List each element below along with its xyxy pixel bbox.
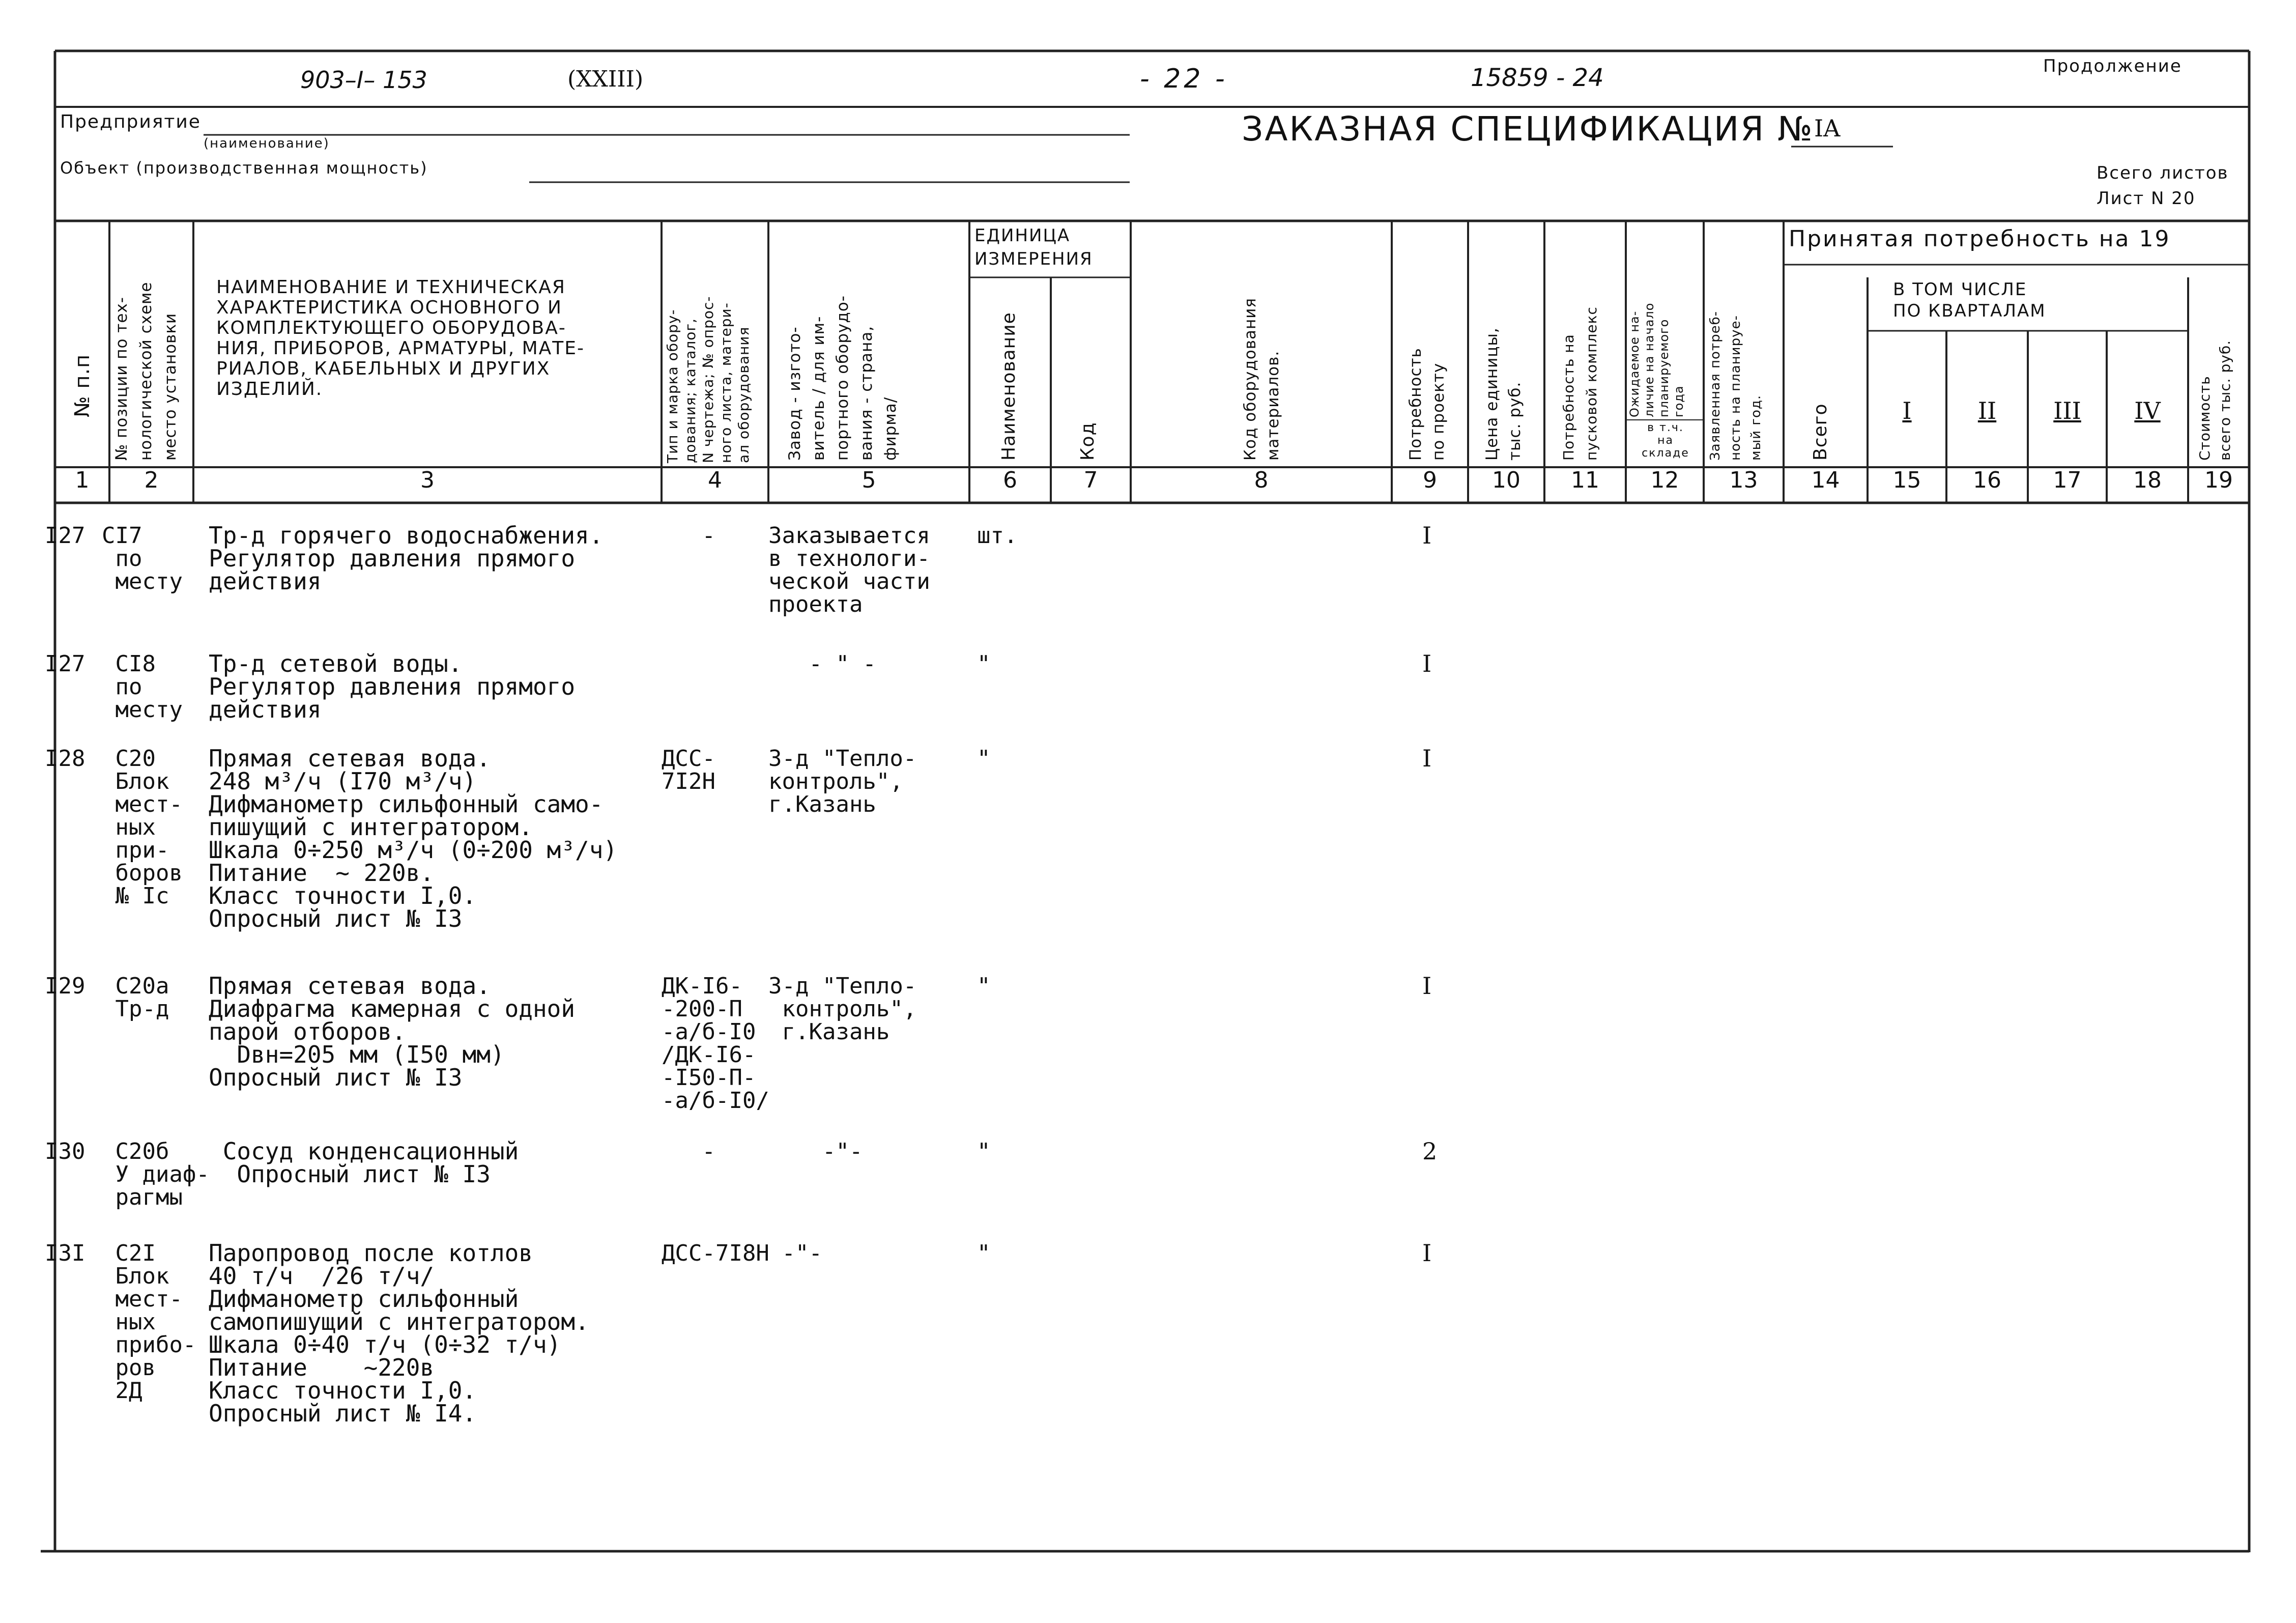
- row-maker-line: в технологи-: [768, 546, 930, 572]
- row-name-line: Прямая сетевая вода.: [209, 745, 491, 772]
- col8-header-2: материалов.: [1264, 350, 1282, 461]
- row-name-line: Сосуд конденсационный: [209, 1137, 519, 1165]
- row-name-line: Шкала 0÷40 т/ч (0÷32 т/ч): [209, 1331, 561, 1358]
- row-name: [209, 972, 576, 1091]
- col-number-9: 9: [1423, 467, 1437, 493]
- col6-header: Наименование: [998, 312, 1019, 461]
- col2-header-2: нологической схеме: [137, 281, 155, 461]
- row-name-line: Опросный лист № I3: [209, 905, 463, 932]
- row-type-line: 7I2Н: [662, 768, 715, 794]
- col8-header-1: Код оборудования: [1241, 297, 1259, 461]
- row-maker-line: -"-: [768, 1240, 822, 1266]
- row-position: [102, 975, 169, 1020]
- col4-header-4: ного листа, матери-: [718, 302, 734, 463]
- album-number: (XXIII): [567, 66, 644, 92]
- row-position: [102, 1140, 210, 1209]
- row-position-line: CI7: [102, 523, 142, 549]
- series-number: 903–I– 153: [300, 66, 427, 94]
- row-type: [662, 747, 715, 793]
- quarter-2-header: II: [1977, 397, 1997, 424]
- row-position: [102, 747, 183, 907]
- row-position-line: месту: [102, 697, 183, 723]
- col13-header-3: мый год.: [1748, 394, 1764, 461]
- row-maker-line: контроль",: [768, 996, 917, 1022]
- row-name-line: парой отборов.: [209, 1018, 406, 1045]
- col1-header: № п.п: [71, 354, 94, 417]
- col-number-12: 12: [1650, 467, 1679, 493]
- row-type-line: -: [662, 523, 715, 549]
- row-type: [662, 975, 769, 1112]
- col5-header-3: портного оборудо-: [834, 295, 852, 461]
- row-name-line: действия: [209, 567, 322, 595]
- row-position-line: прибо-: [102, 1332, 196, 1358]
- row-unit: ": [977, 1240, 991, 1266]
- col9-header-1: Потребность: [1407, 348, 1425, 461]
- row-maker-line: проекта: [768, 591, 863, 617]
- col-number-5: 5: [862, 467, 876, 493]
- row-position: [102, 1242, 196, 1402]
- row-maker-line: -"-: [768, 1138, 863, 1164]
- col9-header-2: по проекту: [1429, 362, 1448, 461]
- row-type-line: ДСС-: [662, 746, 715, 772]
- col5-header-4: вания - страна,: [857, 325, 876, 461]
- col11-header-2: пусковой комплекс: [1583, 306, 1600, 461]
- unit-group-header: ЕДИНИЦА ИЗМЕРЕНИЯ: [974, 225, 1093, 269]
- col14-header: Всего: [1810, 403, 1831, 461]
- col-number-1: 1: [75, 467, 90, 493]
- row-name-line: Прямая сетевая вода.: [209, 972, 491, 1000]
- row-number: I30: [45, 1138, 85, 1164]
- page-number: - 22 -: [1140, 64, 1228, 94]
- row-name-line: 40 т/ч /26 т/ч/: [209, 1262, 435, 1290]
- row-position-line: C20а: [102, 973, 169, 999]
- row-need-project: I: [1422, 972, 1432, 1000]
- row-type: [662, 524, 715, 547]
- row-maker-line: ческой части: [768, 568, 930, 594]
- row-name-line: Тр-д сетевой воды.: [209, 650, 463, 677]
- col-number-6: 6: [1003, 467, 1017, 493]
- col7-header: Код: [1077, 422, 1098, 461]
- row-unit: ": [977, 1138, 991, 1164]
- row-maker-line: контроль",: [768, 768, 903, 794]
- row-number: I27: [45, 523, 85, 549]
- quarter-4-header: IV: [2134, 397, 2161, 424]
- col12-header-2: личие на начало: [1642, 302, 1656, 417]
- row-position-line: У диаф-: [102, 1161, 210, 1187]
- row-name-line: Шкала 0÷250 м³/ч (0÷200 м³/ч): [209, 836, 618, 864]
- spec-number: IA: [1814, 115, 1841, 142]
- row-number: I29: [45, 973, 85, 999]
- row-maker-line: Заказывается: [768, 523, 930, 549]
- row-position-line: при-: [102, 837, 169, 863]
- col12-header-1: Ожидаемое на-: [1627, 310, 1642, 417]
- row-position-line: ных: [102, 1309, 156, 1335]
- row-position-line: C2I: [102, 1240, 156, 1266]
- row-name-line: 248 м³/ч (I70 м³/ч): [209, 767, 477, 795]
- row-number: I3I: [45, 1240, 85, 1266]
- col-number-17: 17: [2053, 467, 2082, 493]
- row-name: [209, 524, 603, 593]
- row-position-line: по: [102, 546, 142, 572]
- col5-header-2: витель / для им-: [810, 316, 828, 461]
- row-number: I27: [45, 651, 85, 677]
- col19-header-1: Стоимость: [2196, 376, 2213, 461]
- row-name-line: Опросный лист № I4.: [209, 1400, 477, 1427]
- row-maker-line: - " -: [768, 651, 876, 677]
- row-unit: шт.: [977, 523, 1018, 549]
- col-number-10: 10: [1492, 467, 1520, 493]
- col5-header-1: Завод - изгото-: [786, 326, 804, 461]
- row-type-line: -200-П: [662, 996, 742, 1022]
- col4-header-5: ал оборудования: [735, 326, 752, 463]
- row-name-line: Dвн=205 мм (I50 мм): [209, 1041, 505, 1068]
- row-position-line: 2Д: [102, 1378, 142, 1404]
- col12-header-3: планируемого: [1657, 319, 1671, 417]
- row-position-line: рагмы: [102, 1184, 183, 1210]
- row-unit: ": [977, 973, 991, 999]
- spec-title: ЗАКАЗНАЯ СПЕЦИФИКАЦИЯ №: [1242, 109, 1814, 149]
- row-name-line: Питание ~220в: [209, 1354, 435, 1381]
- col4-header-3: N чертежа; № опрос-: [700, 296, 716, 463]
- row-name-line: Дифманометр сильфонный: [209, 1285, 519, 1313]
- row-maker-line: З-д "Тепло-: [768, 973, 917, 999]
- row-name: [209, 747, 617, 930]
- row-maker: [768, 747, 916, 816]
- row-position-line: № Iс: [102, 883, 169, 909]
- object-label: Объект (производственная мощность): [60, 158, 428, 178]
- row-type-line: -а/б-I0/: [662, 1088, 769, 1114]
- row-type-line: -: [662, 1138, 715, 1164]
- enterprise-hint: (наименование): [204, 136, 330, 151]
- row-position-line: C20б: [102, 1138, 169, 1164]
- row-position-line: по: [102, 674, 142, 700]
- col-number-16: 16: [1973, 467, 2001, 493]
- col10-header-1: Цена единицы,: [1483, 327, 1501, 461]
- row-name-line: Опросный лист № I3: [209, 1160, 491, 1188]
- row-position-line: Блок: [102, 768, 169, 794]
- row-name-line: Опросный лист № I3: [209, 1064, 463, 1091]
- col13-header-2: ность на планируе-: [1728, 315, 1743, 461]
- row-name-line: действия: [209, 696, 322, 723]
- row-maker-line: г.Казань: [768, 791, 876, 817]
- row-position-line: мест-: [102, 1286, 183, 1312]
- col-number-14: 14: [1811, 467, 1840, 493]
- col11-header-1: Потребность на: [1560, 334, 1577, 461]
- row-position-line: C20: [102, 746, 156, 772]
- row-name: [209, 1239, 589, 1427]
- row-name-line: Класс точности I,0.: [209, 1377, 477, 1404]
- row-unit: ": [977, 746, 991, 772]
- row-maker: [768, 524, 930, 616]
- col5-header-5: фирма/: [881, 396, 900, 461]
- row-position-line: CI8: [102, 651, 156, 677]
- row-unit: ": [977, 651, 991, 677]
- row-maker-line: З-д "Тепло-: [768, 746, 917, 772]
- col-number-18: 18: [2133, 467, 2162, 493]
- row-type-line: /ДК-I6-: [662, 1042, 756, 1068]
- col3-header: НАИМЕНОВАНИЕ И ТЕХНИЧЕСКАЯ ХАРАКТЕРИСТИКА ОСНОВНОГО И КОМПЛЕКТУЮЩЕГО ОБОРУДОВА- НИЯ, ПРИБОРОВ, АРМАТУРЫ, МАТЕ- РИАЛОВ, КАБЕЛЬНЫХ И ДРУГИХ ИЗДЕЛИЙ.: [216, 277, 585, 400]
- row-position-line: боров: [102, 860, 183, 886]
- row-type: [662, 1140, 715, 1163]
- row-name-line: пишущий с интегратором.: [209, 813, 533, 841]
- col10-header-2: тыс. руб.: [1506, 381, 1524, 461]
- col12-header-4: года: [1672, 385, 1686, 417]
- sheet-number: Лист N 20: [2097, 188, 2196, 209]
- row-maker: [768, 975, 916, 1043]
- row-need-project: I: [1422, 650, 1432, 677]
- row-need-project: I: [1422, 745, 1432, 772]
- row-name-line: самопишущий с интегратором.: [209, 1308, 589, 1335]
- row-name-line: Тр-д горячего водоснабжения.: [209, 522, 604, 549]
- row-maker-line: г.Казань: [768, 1019, 890, 1045]
- row-position-line: ров: [102, 1355, 156, 1381]
- row-need-project: I: [1422, 522, 1432, 549]
- row-name-line: Паропровод после котлов: [209, 1239, 533, 1267]
- row-name-line: Дифманометр сильфонный само-: [209, 790, 604, 818]
- row-need-project: 2: [1422, 1137, 1438, 1165]
- row-type-line: -I50-П-: [662, 1065, 756, 1091]
- row-position-line: Блок: [102, 1263, 169, 1289]
- accepted-group-header: Принятая потребность на 19: [1789, 226, 2171, 252]
- row-position-line: Тр-д: [102, 996, 169, 1022]
- row-need-project: I: [1422, 1239, 1432, 1267]
- col4-header-2: дования; каталог,: [682, 318, 699, 463]
- col-number-15: 15: [1892, 467, 1921, 493]
- row-maker: [768, 1242, 822, 1265]
- row-type-line: ДСС-7I8Н: [662, 1240, 769, 1266]
- row-maker: [768, 1140, 863, 1163]
- col-number-3: 3: [420, 467, 435, 493]
- col12-stock-header: в т.ч. на складе: [1642, 421, 1689, 460]
- row-type: [662, 1242, 769, 1265]
- col19-header-2: всего тыс. руб.: [2217, 340, 2233, 461]
- row-position-line: ных: [102, 814, 156, 840]
- continuation-label: Продолжение: [2043, 56, 2182, 76]
- row-type-line: -а/б-I0: [662, 1019, 756, 1045]
- row-name-line: Регулятор давления прямого: [209, 673, 576, 700]
- row-maker: [768, 652, 876, 675]
- col4-header-1: Тип и марка обору-: [664, 309, 681, 463]
- row-position: [102, 524, 183, 593]
- row-name-line: Класс точности I,0.: [209, 882, 477, 909]
- col-number-8: 8: [1254, 467, 1269, 493]
- row-name: [209, 652, 575, 721]
- col-number-19: 19: [2204, 467, 2233, 493]
- row-name: [209, 1137, 519, 1188]
- row-name-line: Регулятор давления прямого: [209, 545, 576, 572]
- row-name-line: Диафрагма камерная с одной: [209, 995, 576, 1022]
- row-position: [102, 652, 183, 721]
- col-number-11: 11: [1571, 467, 1599, 493]
- col13-header-1: Заявленная потреб-: [1708, 311, 1723, 461]
- row-position-line: месту: [102, 568, 183, 594]
- total-sheets: Всего листов: [2097, 163, 2229, 183]
- col-number-4: 4: [708, 467, 722, 493]
- row-type-line: ДК-I6-: [662, 973, 742, 999]
- inventory-number: 15859 - 24: [1471, 64, 1604, 92]
- row-name-line: Питание ~ 220в.: [209, 859, 435, 887]
- enterprise-label: Предприятие: [60, 111, 201, 132]
- row-position-line: мест-: [102, 791, 183, 817]
- col-number-7: 7: [1083, 467, 1098, 493]
- col2-header-1: № позиции по тех-: [112, 297, 131, 461]
- col-number-2: 2: [144, 467, 159, 493]
- col2-header-3: место установки: [161, 312, 180, 461]
- quarter-3-header: III: [2053, 397, 2081, 424]
- col-number-13: 13: [1729, 467, 1758, 493]
- quarters-group-header: В ТОМ ЧИСЛЕ ПО КВАРТАЛАМ: [1893, 279, 2046, 321]
- row-number: I28: [45, 746, 85, 772]
- quarter-1-header: I: [1902, 397, 1912, 424]
